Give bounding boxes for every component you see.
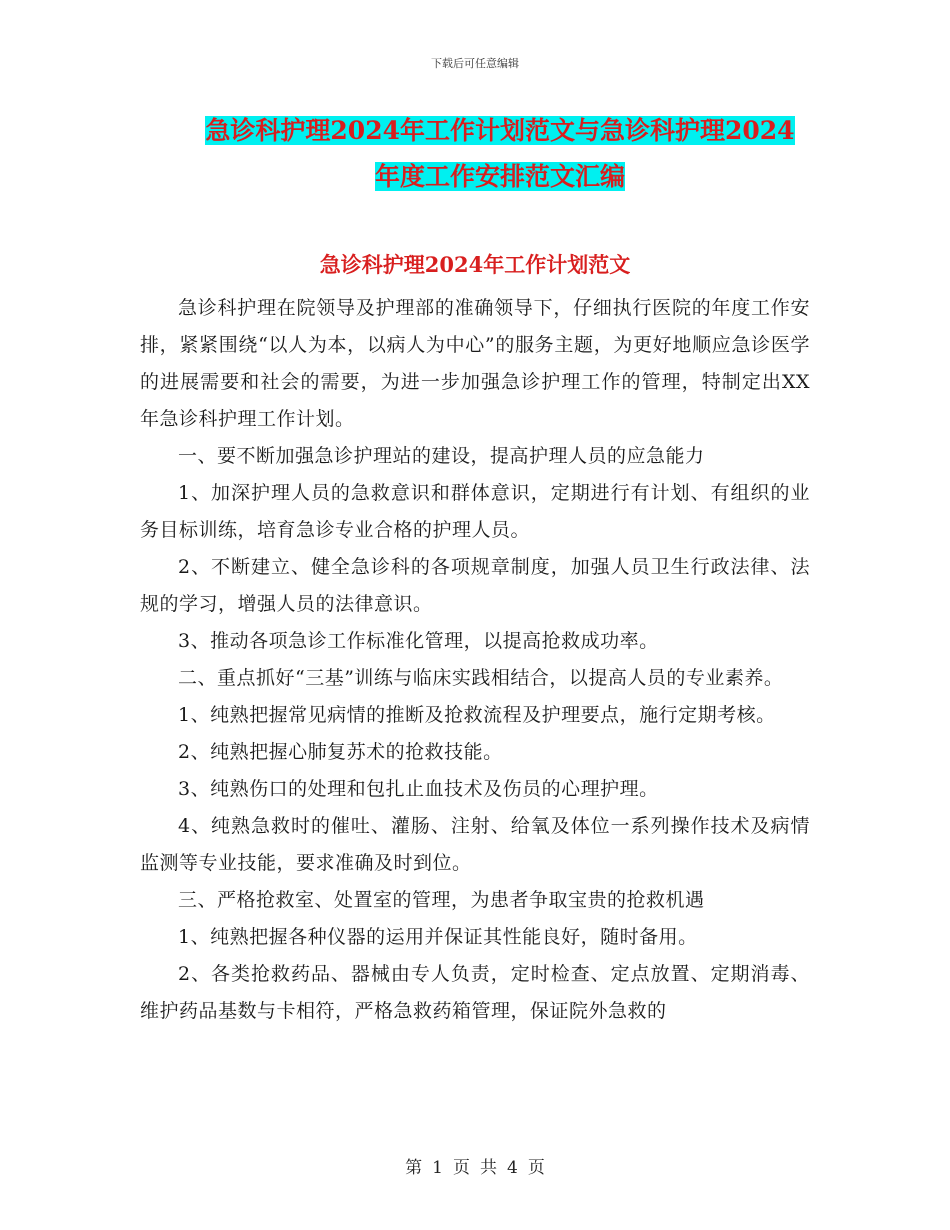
paragraph-item: 2、纯熟把握心肺复苏术的抢救技能。: [178, 741, 503, 763]
page-number: 1: [432, 1158, 443, 1178]
page-footer: [0, 1153, 950, 1178]
title-line-2: 年度工作安排范文汇编: [374, 162, 625, 191]
paragraph-item: 3、推动各项急诊工作标准化管理，以提高抢救成功率。: [178, 630, 659, 652]
header-note: 下载后可任意编辑: [431, 57, 519, 70]
title-line-1: 急诊科护理2024年工作计划范文与急诊科护理2024: [205, 116, 795, 145]
paragraph-heading-1: 一、要不断加强急诊护理站的建设，提高护理人员的应急能力: [178, 445, 705, 467]
footer-total-label: 共: [480, 1158, 497, 1178]
paragraph-heading-2: 二、重点抓好“三基”训练与临床实践相结合，以提高人员的专业素养。: [178, 667, 784, 689]
total-pages: 4: [507, 1158, 518, 1178]
paragraph-heading-3: 三、严格抢救室、处置室的管理，为患者争取宝贵的抢救机遇: [178, 889, 705, 911]
paragraph-item: 1、加深护理人员的急救意识和群体意识，定期进行有计划、有组织的业务目标训练，培育急诊专业合格的护理人员。: [140, 482, 810, 541]
section-title: 急诊科护理2024年工作计划范文: [319, 252, 631, 277]
footer-prefix: 第: [405, 1158, 423, 1178]
paragraph-item: 3、纯熟伤口的处理和包扎止血技术及伤员的心理护理。: [178, 778, 659, 800]
document-title: [140, 108, 860, 200]
footer-suffix: 页: [527, 1158, 545, 1178]
paragraph-item: 2、各类抢救药品、器械由专人负责，定时检查、定点放置、定期消毒、维护药品基数与卡相符，严格急救药箱管理，保证院外急救的: [140, 963, 810, 1022]
footer-page-word: 页: [453, 1158, 470, 1178]
paragraph-item: 2、不断建立、健全急诊科的各项规章制度，加强人员卫生行政法律、法规的学习，增强人员的法律意识。: [140, 556, 810, 615]
paragraph-item: 4、纯熟急救时的催吐、灌肠、注射、给氧及体位一系列操作技术及病情监测等专业技能，要求准确及时到位。: [140, 815, 810, 874]
paragraph-item: 1、纯熟把握常见病情的推断及抢救流程及护理要点，施行定期考核。: [178, 704, 776, 726]
paragraph-item: 1、纯熟把握各种仪器的运用并保证其性能良好，随时备用。: [178, 926, 698, 948]
document-body: [140, 290, 810, 1030]
paragraph-intro: 急诊科护理在院领导及护理部的准确领导下，仔细执行医院的年度工作安排，紧紧围绕“以人为本，以病人为中心”的服务主题，为更好地顺应急诊医学的进展需要和社会的需要，为进一步加强急诊护理工作的管理，特制定出XX年急诊科护理工作计划。: [140, 297, 810, 430]
